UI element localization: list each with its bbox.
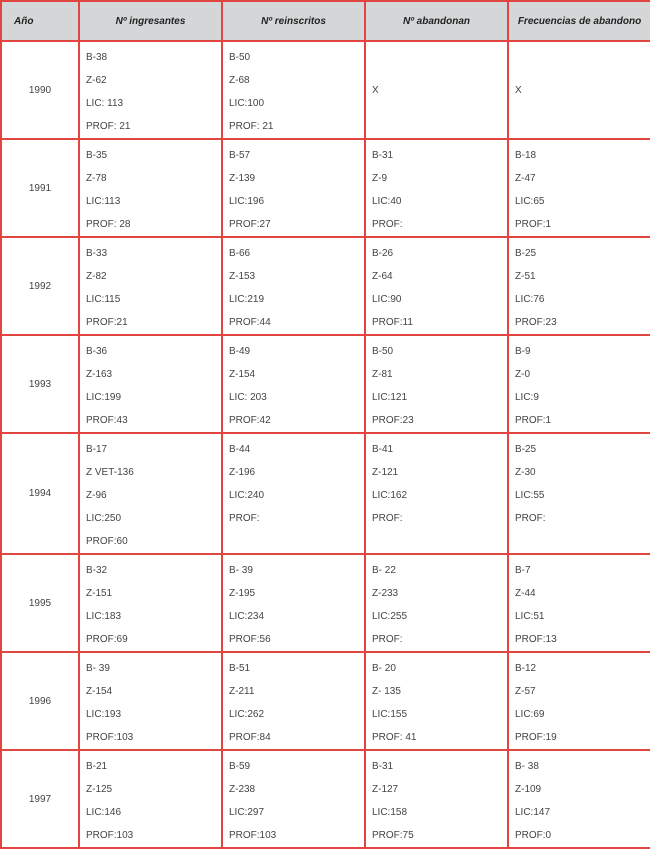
cell-line: LIC:113 [86, 196, 121, 207]
cell-line: B-38 [86, 52, 108, 63]
cell-line: PROF:103 [86, 732, 134, 743]
cell-line: B-50 [229, 52, 251, 63]
cell-line: LIC:234 [229, 611, 265, 622]
cell-line: B-31 [372, 150, 394, 161]
frecuencias-cell [508, 433, 650, 554]
cell-line: LIC:183 [86, 611, 122, 622]
cell-line: Z-0 [515, 369, 530, 380]
year-cell: 1997 [1, 750, 79, 848]
frecuencias-cell [508, 335, 650, 433]
cell-line: Z-127 [372, 784, 399, 795]
abandonan-cell [365, 750, 508, 848]
cell-line: PROF: [372, 513, 403, 524]
cell-line: B-41 [372, 444, 394, 455]
table-row [1, 433, 650, 554]
reinscritos-cell [222, 139, 365, 237]
cell-line: Z-151 [86, 588, 113, 599]
abandonan-cell [365, 433, 508, 554]
cell-line: LIC:250 [86, 513, 122, 524]
ingresantes-cell [79, 652, 222, 750]
cell-line: Z-125 [86, 784, 113, 795]
cell-line: B-25 [515, 248, 537, 259]
cell-line: PROF:75 [372, 830, 414, 841]
cell-line: LIC:76 [515, 294, 545, 305]
reinscritos-cell [222, 237, 365, 335]
cell-line: B- 39 [229, 565, 253, 576]
cell-line: B-18 [515, 150, 537, 161]
cell-line: Z-78 [86, 173, 107, 184]
cell-line: B-25 [515, 444, 537, 455]
cell-line: X [372, 84, 379, 96]
cell-line: X [515, 84, 522, 96]
ingresantes-cell [79, 139, 222, 237]
cell-line: B-31 [372, 761, 394, 772]
cell-line: PROF:21 [86, 317, 128, 328]
cell-line: LIC:262 [229, 709, 265, 720]
year-cell: 1993 [1, 335, 79, 433]
frecuencias-cell [508, 750, 650, 848]
cell-line: B-50 [372, 346, 394, 357]
cell-line: Z-163 [86, 369, 113, 380]
cell-line: LIC:196 [229, 196, 265, 207]
abandonan-cell [365, 139, 508, 237]
cell-line: PROF:42 [229, 415, 271, 426]
cell-line: PROF:69 [86, 634, 128, 645]
cell-line: B-66 [229, 248, 251, 259]
cell-line: LIC:100 [229, 98, 265, 109]
cell-line: LIC: 203 [229, 392, 267, 403]
cell-line: B-21 [86, 761, 108, 772]
cell-line: PROF: 21 [229, 121, 274, 132]
cell-line: LIC:199 [86, 392, 122, 403]
cell-line: B- 38 [515, 761, 539, 772]
cell-line: LIC:9 [515, 392, 539, 403]
header-ingresantes: Nº ingresantes [79, 1, 222, 41]
cell-line: B- 20 [372, 663, 396, 674]
cell-line: Z-154 [86, 686, 113, 697]
cell-line: PROF:84 [229, 732, 271, 743]
cell-line: LIC:55 [515, 490, 545, 501]
cell-line: B-32 [86, 565, 108, 576]
cell-line: PROF:11 [372, 317, 413, 328]
cell-line: Z-51 [515, 271, 536, 282]
cell-line: PROF:1 [515, 219, 552, 230]
cell-line: LIC:219 [229, 294, 265, 305]
cell-line: LIC:65 [515, 196, 545, 207]
reinscritos-cell [222, 554, 365, 652]
table-row [1, 41, 650, 139]
cell-line: LIC:90 [372, 294, 402, 305]
table-row [1, 335, 650, 433]
frecuencias-cell [508, 139, 650, 237]
cell-line: LIC:121 [372, 392, 408, 403]
cell-line: B-35 [86, 150, 108, 161]
ingresantes-cell [79, 41, 222, 139]
cell-line: PROF:44 [229, 317, 271, 328]
cell-line: LIC:40 [372, 196, 402, 207]
cell-line: LIC:115 [86, 294, 121, 305]
header-year: Año [1, 1, 79, 41]
cell-line: LIC:297 [229, 807, 265, 818]
cell-line: Z-82 [86, 271, 107, 282]
cell-line: PROF:27 [229, 219, 271, 230]
year-cell: 1991 [1, 139, 79, 237]
cell-line: Z-9 [372, 173, 387, 184]
header-row [1, 1, 650, 41]
abandonan-cell [365, 652, 508, 750]
table-row [1, 750, 650, 848]
year-cell: 1996 [1, 652, 79, 750]
cell-line: Z-44 [515, 588, 536, 599]
header-reinscritos: Nº reinscritos [222, 1, 365, 41]
table-row [1, 652, 650, 750]
cell-line: Z-96 [86, 490, 107, 501]
cell-line: Z-57 [515, 686, 536, 697]
frecuencias-cell [508, 41, 650, 139]
cell-line: B-26 [372, 248, 394, 259]
cell-line: Z-238 [229, 784, 256, 795]
cell-line: Z-62 [86, 75, 107, 86]
cell-line: LIC:240 [229, 490, 265, 501]
cell-line: LIC:155 [372, 709, 408, 720]
cell-line: LIC:158 [372, 807, 408, 818]
cell-line: B-36 [86, 346, 108, 357]
cell-line: PROF:13 [515, 634, 557, 645]
cell-line: Z-121 [372, 467, 399, 478]
reinscritos-cell [222, 433, 365, 554]
cell-line: B-9 [515, 346, 531, 357]
cell-line: LIC:193 [86, 709, 122, 720]
cell-line: PROF:56 [229, 634, 271, 645]
abandonan-cell [365, 335, 508, 433]
cell-line: LIC:69 [515, 709, 545, 720]
cell-line: PROF: [372, 219, 403, 230]
reinscritos-cell [222, 41, 365, 139]
reinscritos-cell [222, 335, 365, 433]
cell-line: Z-154 [229, 369, 256, 380]
cell-line: B-51 [229, 663, 251, 674]
cell-line: PROF:23 [515, 317, 557, 328]
ingresantes-cell [79, 433, 222, 554]
cell-line: LIC:146 [86, 807, 122, 818]
year-cell: 1995 [1, 554, 79, 652]
cell-line: B-59 [229, 761, 251, 772]
abandonan-cell [365, 237, 508, 335]
frecuencias-cell [508, 652, 650, 750]
ingresantes-cell [79, 237, 222, 335]
cell-line: LIC: 113 [86, 98, 124, 109]
cell-line: LIC:51 [515, 611, 545, 622]
abandonan-cell [365, 554, 508, 652]
cell-line: Z-139 [229, 173, 256, 184]
cell-line: Z-109 [515, 784, 542, 795]
cell-line: PROF: [372, 634, 403, 645]
table-row [1, 237, 650, 335]
abandonan-cell [365, 41, 508, 139]
cell-line: PROF: 41 [372, 732, 417, 743]
cell-line: LIC:255 [372, 611, 408, 622]
reinscritos-cell [222, 750, 365, 848]
cell-line: B-49 [229, 346, 251, 357]
frecuencias-cell [508, 237, 650, 335]
table-row [1, 139, 650, 237]
cell-line: PROF: 21 [86, 121, 131, 132]
cell-line: Z-195 [229, 588, 256, 599]
cell-line: Z- 135 [372, 686, 401, 697]
cell-line: Z VET-136 [86, 467, 134, 478]
header-abandonan: Nº abandonan [365, 1, 508, 41]
ingresantes-cell [79, 335, 222, 433]
cell-line: Z-211 [229, 686, 255, 697]
cell-line: B-57 [229, 150, 251, 161]
reinscritos-cell [222, 652, 365, 750]
cell-line: LIC:162 [372, 490, 408, 501]
cell-line: B- 39 [86, 663, 110, 674]
year-cell: 1994 [1, 433, 79, 554]
cell-line: PROF:103 [86, 830, 134, 841]
cell-line: PROF:23 [372, 415, 414, 426]
cell-line: PROF:1 [515, 415, 552, 426]
cell-line: Z-233 [372, 588, 399, 599]
cell-line: B-44 [229, 444, 251, 455]
frecuencias-cell [508, 554, 650, 652]
header-frecuencias: Frecuencias de abandono [508, 1, 650, 41]
cell-line: B- 22 [372, 565, 396, 576]
cell-line: PROF:19 [515, 732, 557, 743]
ingresantes-cell [79, 750, 222, 848]
cell-line: PROF:0 [515, 830, 552, 841]
cell-line: LIC:147 [515, 807, 551, 818]
year-cell: 1992 [1, 237, 79, 335]
cell-line: B-7 [515, 565, 531, 576]
table-row [1, 554, 650, 652]
cell-line: Z-64 [372, 271, 393, 282]
cell-line: Z-81 [372, 369, 393, 380]
cell-line: Z-68 [229, 75, 250, 86]
cell-line: Z-47 [515, 173, 536, 184]
cell-line: B-17 [86, 444, 108, 455]
cell-line: Z-153 [229, 271, 256, 282]
cell-line: PROF:103 [229, 830, 277, 841]
year-cell: 1990 [1, 41, 79, 139]
cell-line: Z-196 [229, 467, 256, 478]
cell-line: B-12 [515, 663, 537, 674]
ingresantes-cell [79, 554, 222, 652]
cell-line: PROF:43 [86, 415, 128, 426]
cell-line: B-33 [86, 248, 108, 259]
cell-line: PROF: 28 [86, 219, 131, 230]
cell-line: PROF:60 [86, 536, 128, 547]
cell-line: Z-30 [515, 467, 536, 478]
cell-line: PROF: [515, 513, 546, 524]
cell-line: PROF: [229, 513, 260, 524]
